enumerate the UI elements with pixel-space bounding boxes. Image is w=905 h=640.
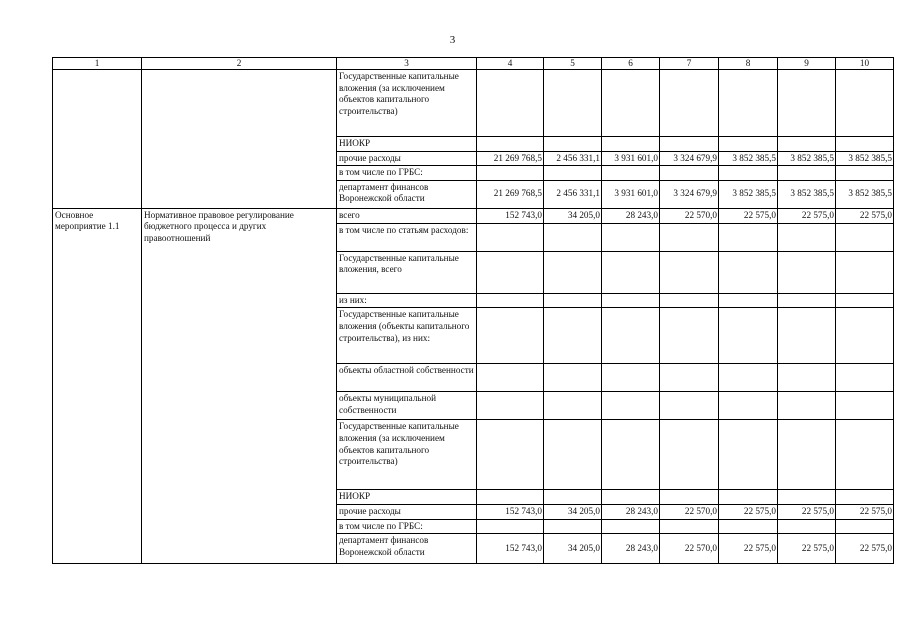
- value-cell: 3 324 679,9: [660, 151, 719, 166]
- row-label: департамент финансов Воронежской области: [337, 534, 477, 564]
- description-cell-empty: [142, 70, 337, 209]
- value-cell: [660, 392, 719, 420]
- header-cell: 10: [836, 58, 894, 70]
- value-cell: [544, 490, 602, 505]
- value-cell: [719, 293, 778, 308]
- value-cell: [602, 166, 660, 181]
- value-cell: 3 852 385,5: [778, 151, 836, 166]
- value-cell: [660, 137, 719, 152]
- value-cell: [477, 392, 544, 420]
- value-cell: [602, 490, 660, 505]
- description-cell: Нормативное правовое регулирование бюджетного процесса и других правоотношений: [142, 208, 337, 563]
- value-cell: [836, 251, 894, 293]
- row-label: в том числе по ГРБС:: [337, 519, 477, 534]
- value-cell: [778, 137, 836, 152]
- value-cell: 22 570,0: [660, 504, 719, 519]
- header-cell: 6: [602, 58, 660, 70]
- row-label: объекты муниципальной собственности: [337, 392, 477, 420]
- value-cell: 3 852 385,5: [778, 180, 836, 208]
- value-cell: 34 205,0: [544, 534, 602, 564]
- value-cell: [660, 490, 719, 505]
- value-cell: [477, 293, 544, 308]
- value-cell: 2 456 331,1: [544, 180, 602, 208]
- value-cell: [836, 137, 894, 152]
- value-cell: [836, 420, 894, 490]
- value-cell: 152 743,0: [477, 504, 544, 519]
- value-cell: [660, 293, 719, 308]
- value-cell: [660, 519, 719, 534]
- header-cell: 5: [544, 58, 602, 70]
- budget-table: [52, 57, 894, 564]
- value-cell: 2 456 331,1: [544, 151, 602, 166]
- value-cell: [660, 308, 719, 364]
- value-cell: [778, 223, 836, 251]
- header-cell: 7: [660, 58, 719, 70]
- value-cell: 22 575,0: [778, 208, 836, 223]
- value-cell: [778, 166, 836, 181]
- row-label: Государственные капитальные вложения (за исключением объектов капитального строительства): [337, 70, 477, 137]
- value-cell: [719, 70, 778, 137]
- header-cell: 3: [337, 58, 477, 70]
- row-label: НИОКР: [337, 137, 477, 152]
- value-cell: [544, 166, 602, 181]
- value-cell: [477, 308, 544, 364]
- value-cell: 3 931 601,0: [602, 151, 660, 166]
- value-cell: 22 575,0: [778, 534, 836, 564]
- value-cell: 3 324 679,9: [660, 180, 719, 208]
- value-cell: [544, 392, 602, 420]
- page-number: 3: [449, 34, 456, 46]
- value-cell: [544, 519, 602, 534]
- value-cell: 22 570,0: [660, 534, 719, 564]
- value-cell: [778, 308, 836, 364]
- value-cell: 34 205,0: [544, 208, 602, 223]
- value-cell: [477, 251, 544, 293]
- header-cell: 8: [719, 58, 778, 70]
- value-cell: [719, 364, 778, 392]
- value-cell: [836, 70, 894, 137]
- value-cell: [719, 137, 778, 152]
- value-cell: [544, 70, 602, 137]
- value-cell: 3 852 385,5: [719, 180, 778, 208]
- value-cell: 152 743,0: [477, 534, 544, 564]
- value-cell: [477, 166, 544, 181]
- header-cell: 4: [477, 58, 544, 70]
- value-cell: [836, 392, 894, 420]
- value-cell: [719, 251, 778, 293]
- value-cell: [778, 70, 836, 137]
- value-cell: 21 269 768,5: [477, 151, 544, 166]
- row-label: НИОКР: [337, 490, 477, 505]
- header-cell: 9: [778, 58, 836, 70]
- value-cell: 22 575,0: [836, 208, 894, 223]
- row-label: Государственные капитальные вложения (за исключением объектов капитального строительства): [337, 420, 477, 490]
- value-cell: [477, 420, 544, 490]
- value-cell: [477, 70, 544, 137]
- value-cell: [477, 364, 544, 392]
- value-cell: [602, 251, 660, 293]
- value-cell: [778, 293, 836, 308]
- header-cell: 2: [142, 58, 337, 70]
- value-cell: [778, 420, 836, 490]
- value-cell: [544, 308, 602, 364]
- value-cell: [544, 364, 602, 392]
- value-cell: [719, 420, 778, 490]
- value-cell: [778, 392, 836, 420]
- value-cell: 28 243,0: [602, 208, 660, 223]
- row-label: прочие расходы: [337, 151, 477, 166]
- row-label: прочие расходы: [337, 504, 477, 519]
- value-cell: [602, 223, 660, 251]
- value-cell: [544, 420, 602, 490]
- row-label: объекты областной собственности: [337, 364, 477, 392]
- value-cell: [602, 137, 660, 152]
- value-cell: [836, 293, 894, 308]
- row-label: Государственные капитальные вложения, всего: [337, 251, 477, 293]
- value-cell: [660, 166, 719, 181]
- value-cell: [719, 166, 778, 181]
- row-label: в том числе по статьям расходов:: [337, 223, 477, 251]
- value-cell: [602, 293, 660, 308]
- value-cell: 28 243,0: [602, 534, 660, 564]
- value-cell: [660, 251, 719, 293]
- value-cell: [836, 223, 894, 251]
- value-cell: [778, 364, 836, 392]
- value-cell: 22 575,0: [719, 208, 778, 223]
- value-cell: [836, 308, 894, 364]
- table-row: [53, 208, 894, 223]
- value-cell: [544, 223, 602, 251]
- value-cell: [602, 392, 660, 420]
- value-cell: [477, 137, 544, 152]
- value-cell: [477, 223, 544, 251]
- value-cell: 152 743,0: [477, 208, 544, 223]
- value-cell: 22 575,0: [778, 504, 836, 519]
- value-cell: [836, 166, 894, 181]
- value-cell: [719, 223, 778, 251]
- value-cell: [836, 364, 894, 392]
- table-row: [53, 70, 894, 137]
- activity-cell: Основное мероприятие 1.1: [53, 208, 142, 563]
- value-cell: [778, 251, 836, 293]
- header-cell: 1: [53, 58, 142, 70]
- value-cell: 21 269 768,5: [477, 180, 544, 208]
- row-label: департамент финансов Воронежской области: [337, 180, 477, 208]
- value-cell: 22 570,0: [660, 208, 719, 223]
- value-cell: [719, 308, 778, 364]
- header-row: [53, 58, 894, 70]
- value-cell: 3 852 385,5: [836, 151, 894, 166]
- value-cell: [836, 490, 894, 505]
- row-label: всего: [337, 208, 477, 223]
- value-cell: [778, 490, 836, 505]
- value-cell: [544, 137, 602, 152]
- value-cell: [544, 293, 602, 308]
- value-cell: [602, 519, 660, 534]
- value-cell: [602, 420, 660, 490]
- value-cell: [660, 364, 719, 392]
- value-cell: [477, 490, 544, 505]
- value-cell: 3 852 385,5: [719, 151, 778, 166]
- row-label: Государственные капитальные вложения (объекты капитального строительства), из них:: [337, 308, 477, 364]
- value-cell: [778, 519, 836, 534]
- value-cell: [660, 223, 719, 251]
- value-cell: [719, 392, 778, 420]
- value-cell: [660, 420, 719, 490]
- value-cell: [719, 490, 778, 505]
- value-cell: [477, 519, 544, 534]
- value-cell: 22 575,0: [836, 534, 894, 564]
- value-cell: 22 575,0: [719, 534, 778, 564]
- value-cell: [602, 70, 660, 137]
- value-cell: 3 852 385,5: [836, 180, 894, 208]
- value-cell: [836, 519, 894, 534]
- value-cell: 22 575,0: [719, 504, 778, 519]
- value-cell: [660, 70, 719, 137]
- activity-cell-empty: [53, 70, 142, 209]
- value-cell: [602, 308, 660, 364]
- value-cell: [719, 519, 778, 534]
- value-cell: [544, 251, 602, 293]
- value-cell: 22 575,0: [836, 504, 894, 519]
- value-cell: 28 243,0: [602, 504, 660, 519]
- value-cell: 34 205,0: [544, 504, 602, 519]
- value-cell: [602, 364, 660, 392]
- row-label: из них:: [337, 293, 477, 308]
- row-label: в том числе по ГРБС:: [337, 166, 477, 181]
- value-cell: 3 931 601,0: [602, 180, 660, 208]
